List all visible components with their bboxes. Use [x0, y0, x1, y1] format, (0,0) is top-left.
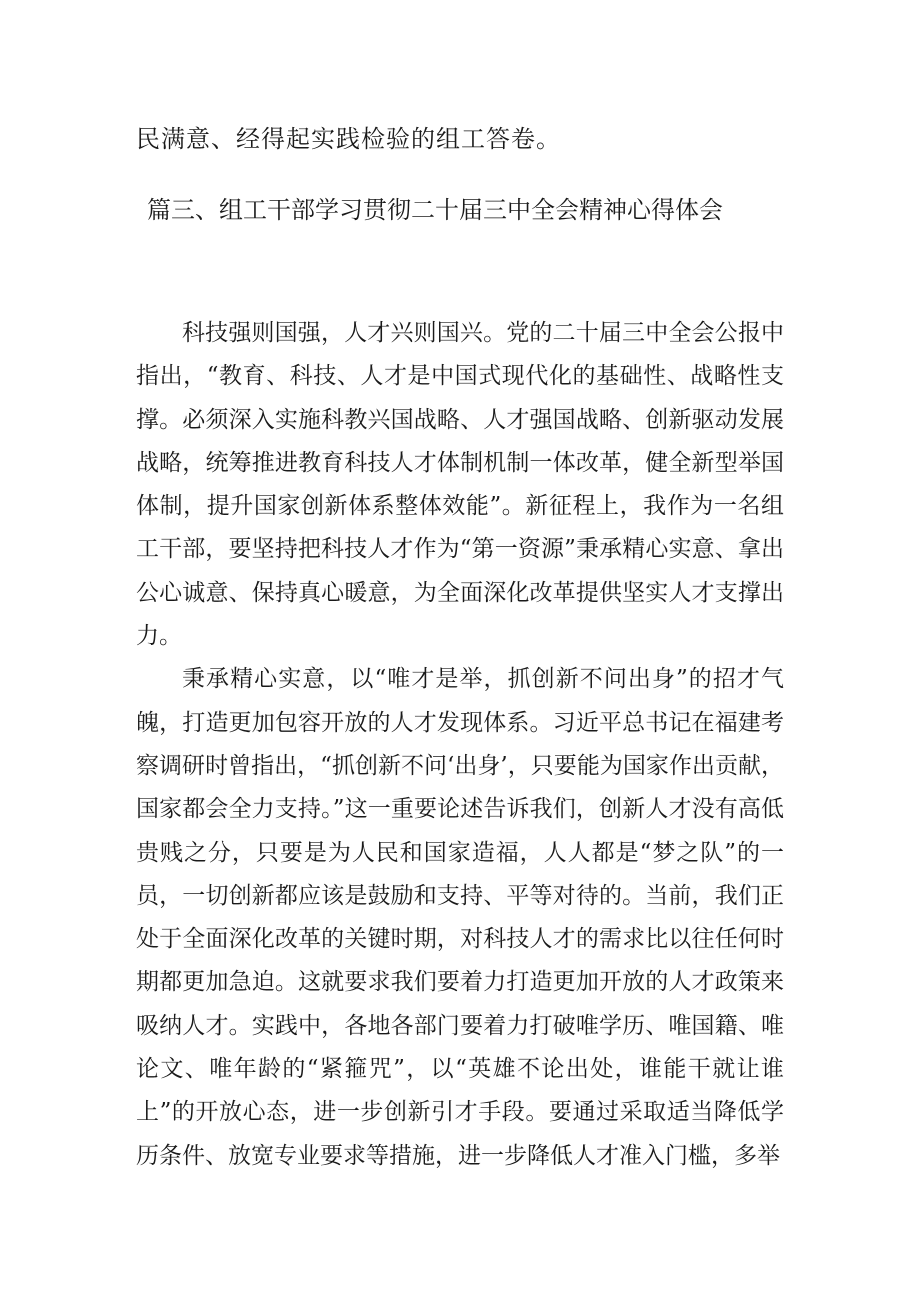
body-text — [136, 312, 784, 1178]
paragraph-intro: 科技强则国强，人才兴则国兴。党的二十届三中全会公报中指出，“教育、科技、人才是中国式现代化的基础性、战略性支撑。必须深入实施科教兴国战略、人才强国战略、创新驱动发展战略，统筹推进教育科技人才体制机制一体改革，健全新型举国体制，提升国家创新体系整体效能”。新征程上，我作为一名组工干部，要坚持把科技人才作为“第一资源”秉承精心实意、拿出公心诚意、保持真心暖意，为全面深化改革提供坚实人才支撑出力。 — [136, 320, 784, 650]
carryover-line: 民满意、经得起实践检验的组工答卷。 — [136, 125, 561, 153]
section-heading: 篇三、组工干部学习贯彻二十届三中全会精神心得体会 — [147, 196, 723, 224]
paragraph-talent-discovery: 秉承精心实意，以“唯才是举，抓创新不问出身”的招才气魄，打造更加包容开放的人才发现体系。习近平总书记在福建考察调研时曾指出，“抓创新不问‘出身’，只要能为国家作出贡献，国家都会全力支持。”这一重要论述告诉我们，创新人才没有高低贵贱之分，只要是为人民和国家造福，人人都是“梦之队”的一员，一切创新都应该是鼓励和支持、平等对待的。当前，我们正处于全面深化改革的关键时期，对科技人才的需求比以往任何时期都更加急迫。这就要求我们要着力打造更加开放的人才政策来吸纳人才。实践中，各地各部门要着力打破唯学历、唯国籍、唯论文、唯年龄的“紧箍咒”，以“英雄不论出处，谁能干就让谁上”的开放心态，进一步创新引才手段。要通过采取适当降低学历条件、放宽专业要求等措施，进一步降低人才准入门槛，多举 — [136, 666, 784, 1169]
